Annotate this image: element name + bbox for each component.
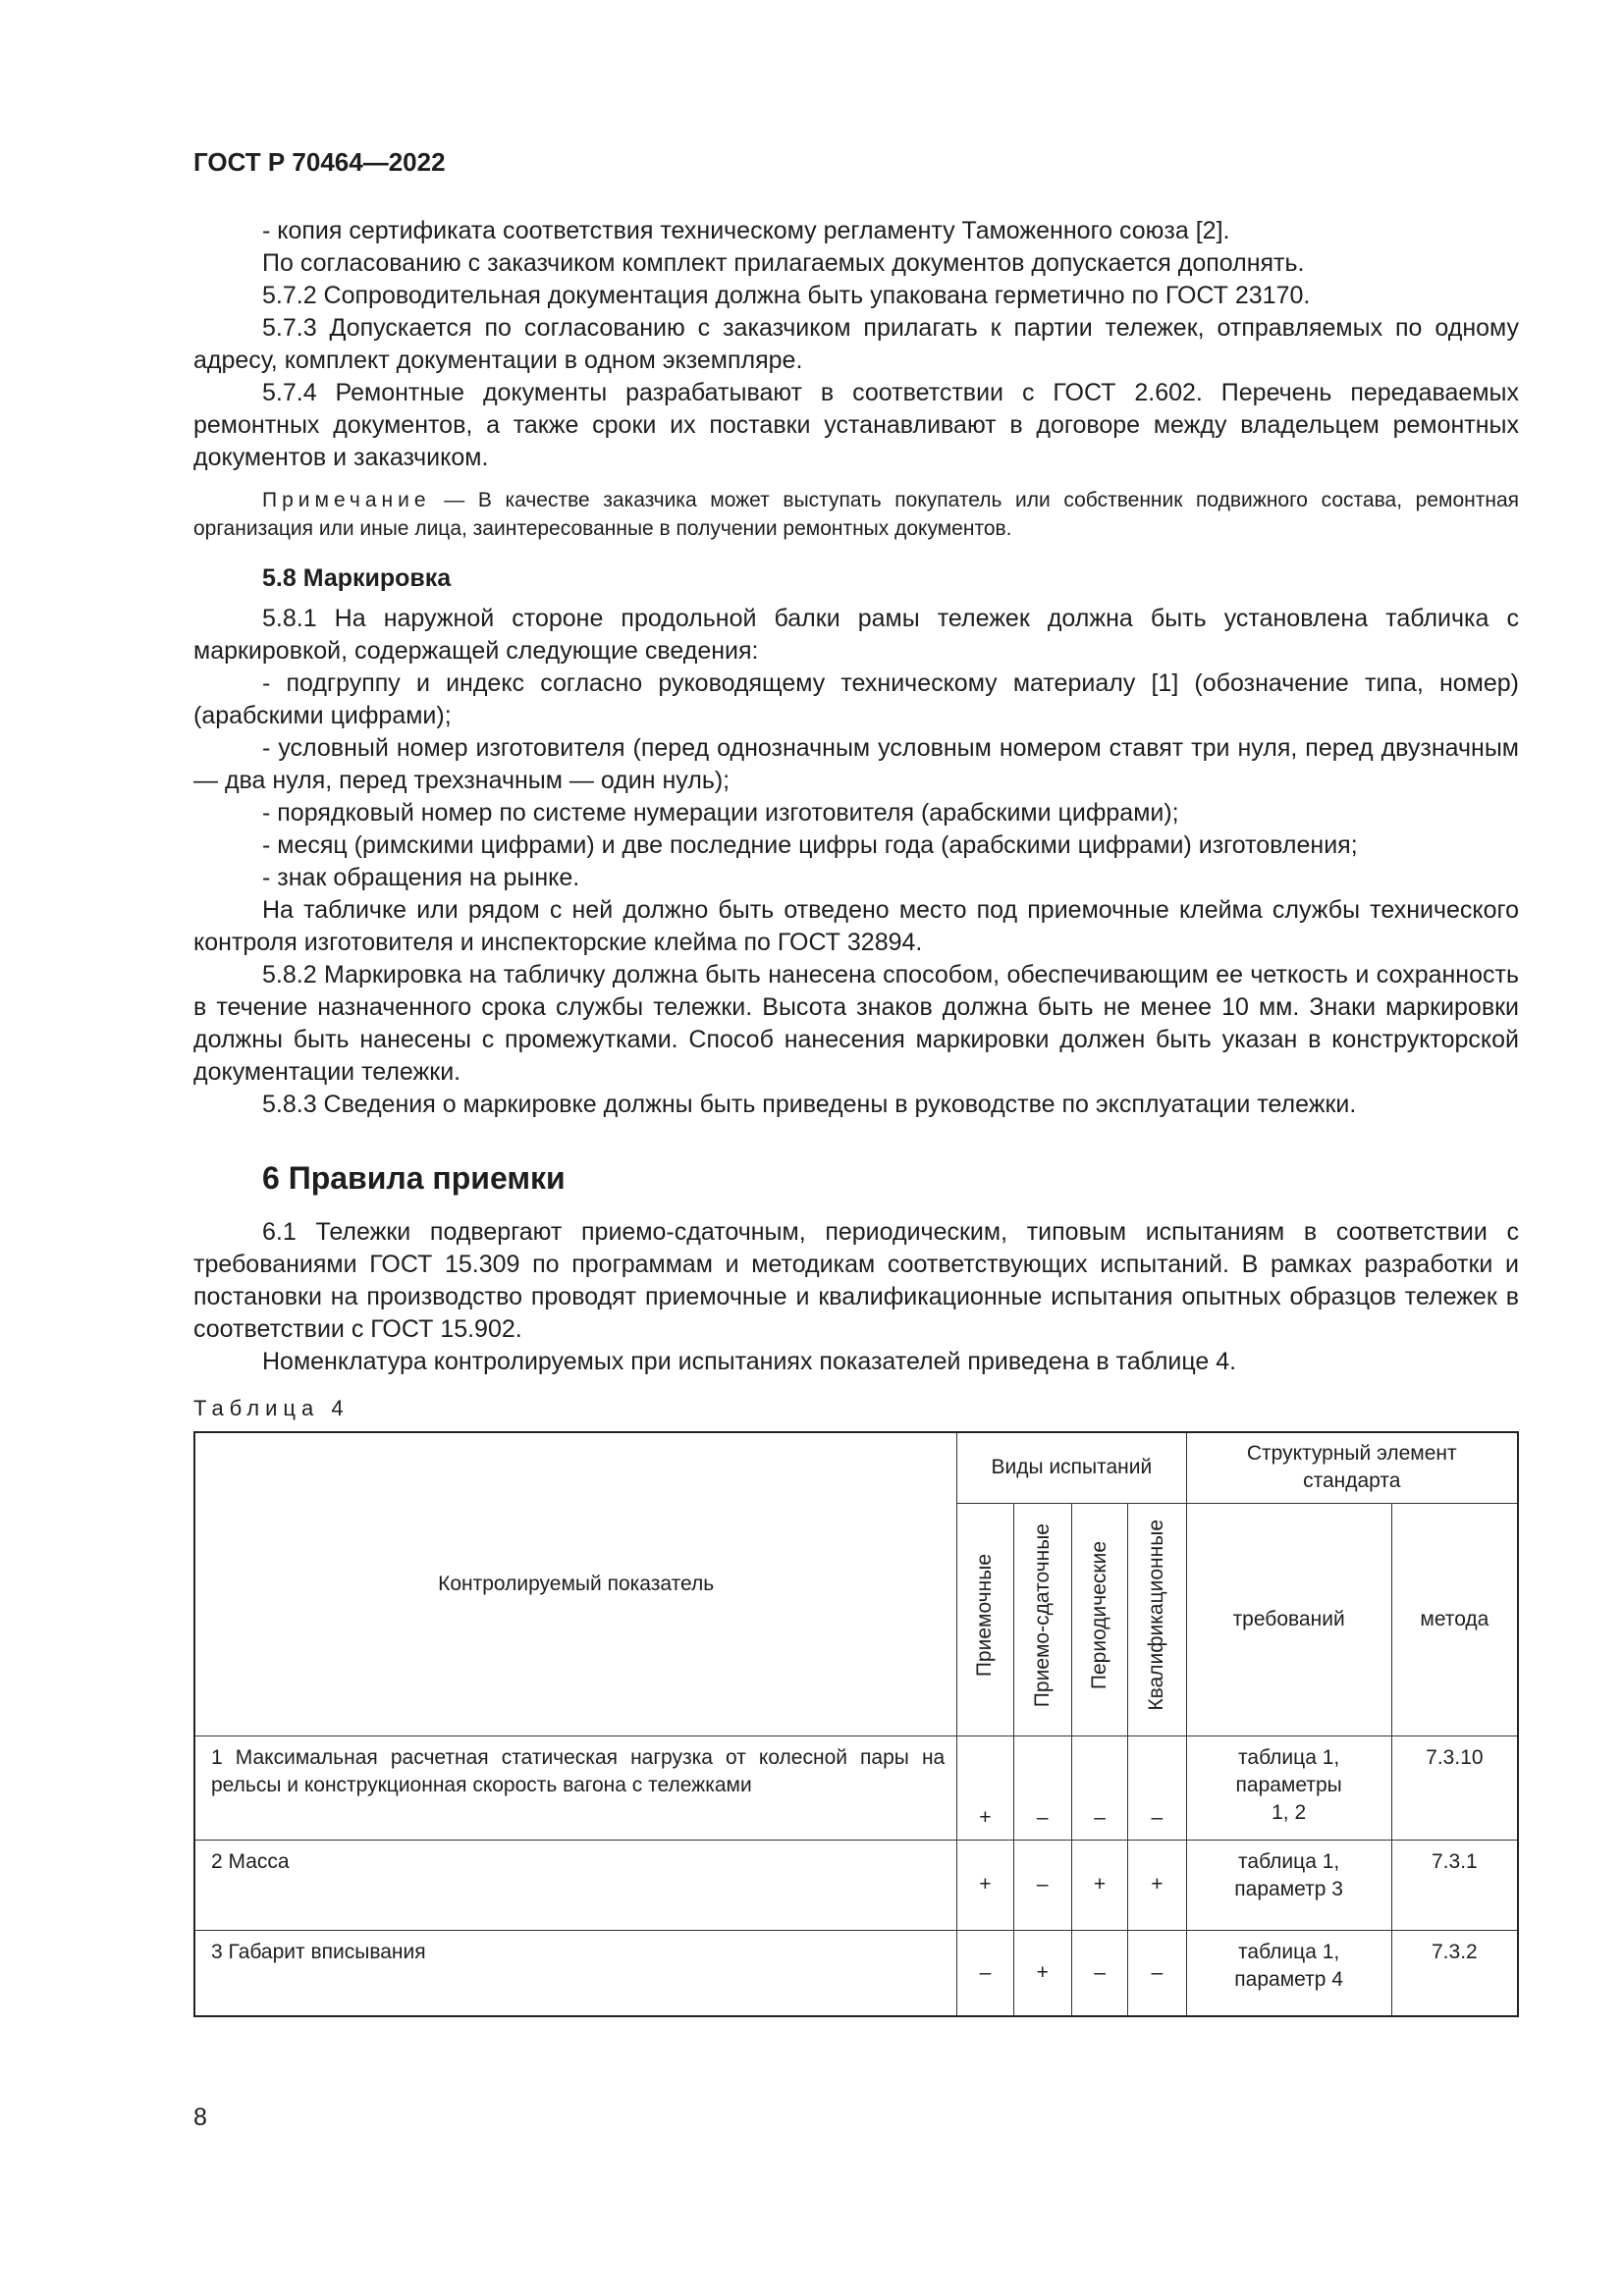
page-number: 8 (193, 2104, 207, 2131)
header-test-qualification: Квалификационные (1128, 1503, 1186, 1735)
table-caption: Таблица 4 (193, 1396, 350, 1420)
paragraph: - подгруппу и индекс согласно руководящему техническому материалу [1] (обозначение типа, номер) (арабскими цифрами); (193, 669, 1519, 729)
paragraph: 6.1 Тележки подвергают приемо-сдаточным, периодическим, типовым испытаниям в соответствии с требованиями ГОСТ 15.309 по программам и методикам соответствующих испытаний. В рамках разработки и постановки на производство проводят приемочные и квалификационные испытания опытных образцов тележек в соответствии с ГОСТ 15.902. (193, 1218, 1519, 1343)
row-requirements: таблица 1, параметр 3 (1186, 1840, 1391, 1930)
paragraph: По согласованию с заказчиком комплект прилагаемых документов допускается дополнять. (262, 249, 1305, 277)
paragraph: 5.8.2 Маркировка на табличку должна быть нанесена способом, обеспечивающим ее четкость и сохранность в течение назначенного срока службы тележки. Высота знаков должна быть не менее 10 мм. Знаки маркировки должны быть нанесены с промежутками. Способ нанесения маркировки должен быть указан в конструкторской документации тележки. (193, 961, 1519, 1086)
row-method: 7.3.1 (1391, 1840, 1518, 1930)
table-row (194, 1735, 1518, 1840)
header-indicator: Контролируемый показатель (194, 1432, 957, 1735)
row-mark: – (1013, 1735, 1071, 1840)
row-method: 7.3.10 (1391, 1735, 1518, 1840)
row-mark: – (1013, 1840, 1071, 1930)
header-test-handover: Приемо-сдаточные (1013, 1503, 1071, 1735)
paragraph: - условный номер изготовителя (перед однозначным условным номером ставят три нуля, перед двузначным — два нуля, перед трехзначным — один нуль); (193, 734, 1519, 794)
row-mark: + (957, 1735, 1013, 1840)
row-requirements: таблица 1, параметры 1, 2 (1186, 1735, 1391, 1840)
paragraph: 5.7.4 Ремонтные документы разрабатывают в соответствии с ГОСТ 2.602. Перечень передаваемых ремонтных документов, а также сроки их поставки устанавливают в договоре между владельцем ремонтных документов и заказчиком. (193, 379, 1519, 471)
paragraph: 5.7.3 Допускается по согласованию с заказчиком прилагать к партии тележек, отправляемых по одному адресу, комплект документации в одном экземпляре. (193, 314, 1519, 374)
row-mark: – (1128, 1930, 1186, 2016)
paragraph: 5.8.1 На наружной стороне продольной балки рамы тележек должна быть установлена табличка с маркировкой, содержащей следующие сведения: (193, 605, 1519, 665)
paragraph: - порядковый номер по системе нумерации изготовителя (арабскими цифрами); (262, 799, 1179, 827)
row-mark: + (957, 1840, 1013, 1930)
paragraph: Номенклатура контролируемых при испытаниях показателей приведена в таблице 4. (262, 1348, 1237, 1375)
table-row (194, 1930, 1518, 2016)
row-mark: + (1128, 1840, 1186, 1930)
header-struct-element: Структурный элемент стандарта (1186, 1432, 1518, 1503)
row-mark: + (1013, 1930, 1071, 2016)
header-test-acceptance: Приемочные (957, 1503, 1013, 1735)
row-mark: – (957, 1930, 1013, 2016)
row-mark: – (1128, 1735, 1186, 1840)
row-indicator: 2 Масса (194, 1840, 957, 1930)
paragraph: - знак обращения на рынке. (262, 864, 580, 891)
note (193, 486, 1519, 543)
row-indicator: 1 Максимальная расчетная статическая нагрузка от колесной пары на рельсы и конструкционная скорость вагона с тележками (194, 1735, 957, 1840)
paragraph: - месяц (римскими цифрами) и две последние цифры года (арабскими цифрами) изготовления; (262, 831, 1358, 859)
paragraph: 5.7.2 Сопроводительная документация должна быть упакована герметично по ГОСТ 23170. (262, 282, 1311, 309)
row-mark: + (1071, 1840, 1127, 1930)
row-mark: – (1071, 1735, 1127, 1840)
header-method: метода (1391, 1503, 1518, 1735)
paragraph: На табличке или рядом с ней должно быть отведено место под приемочные клейма службы технического контроля изготовителя и инспекторские клейма по ГОСТ 32894. (193, 896, 1519, 956)
document-page (193, 147, 1519, 2017)
section-heading: 5.8 Маркировка (262, 564, 452, 592)
paragraph: - копия сертификата соответствия техническому регламенту Таможенного союза [2]. (262, 217, 1230, 244)
row-mark: – (1071, 1930, 1127, 2016)
note-text: — В качестве заказчика может выступать покупатель или собственник подвижного состава, ремонтная организация или иные лица, заинтересованные в получении ремонтных документов. (193, 489, 1519, 540)
table-row (194, 1840, 1518, 1930)
chapter-heading: 6 Правила приемки (262, 1160, 566, 1196)
paragraph: 5.8.3 Сведения о маркировке должны быть приведены в руководстве по эксплуатации тележки. (262, 1091, 1357, 1118)
row-requirements: таблица 1, параметр 4 (1186, 1930, 1391, 2016)
header-test-periodic: Периодические (1071, 1503, 1127, 1735)
note-label: Примечание (262, 489, 431, 511)
tests-table (193, 1431, 1519, 2017)
document-header: ГОСТ Р 70464—2022 (193, 147, 446, 177)
header-requirements: требований (1186, 1503, 1391, 1735)
row-indicator: 3 Габарит вписывания (194, 1930, 957, 2016)
header-test-types: Виды испытаний (957, 1432, 1186, 1503)
row-method: 7.3.2 (1391, 1930, 1518, 2016)
